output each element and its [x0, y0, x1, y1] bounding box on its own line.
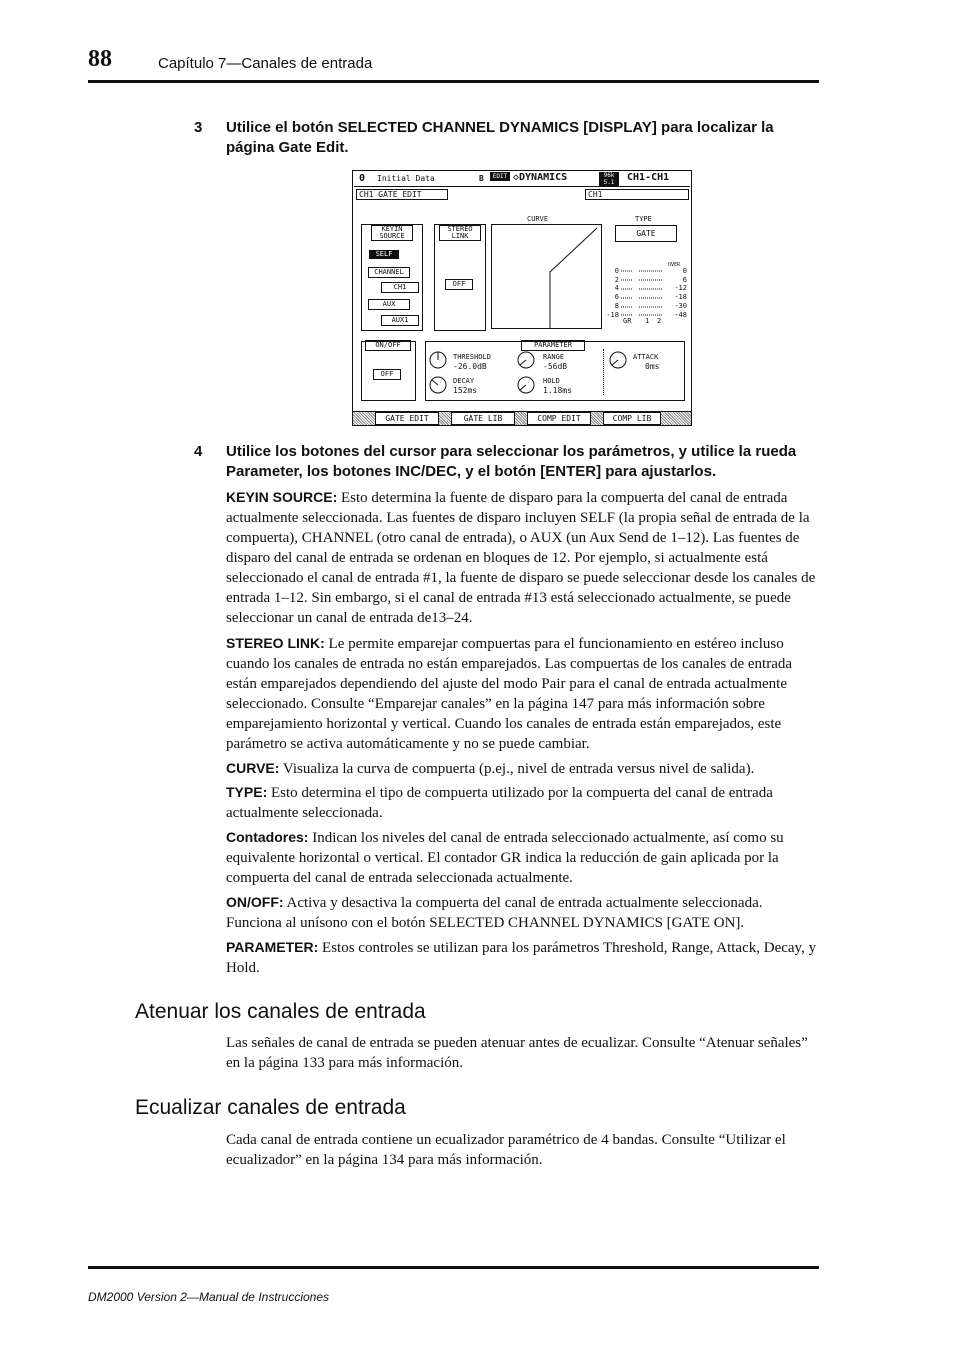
- meter-left-tick: 6: [614, 293, 619, 302]
- meter-gr-label: GR: [623, 317, 632, 325]
- page-number: 88: [88, 46, 112, 72]
- tab-comp-edit[interactable]: COMP EDIT: [527, 412, 591, 425]
- aux-select[interactable]: AUX1: [381, 315, 419, 326]
- param-meters: [226, 827, 820, 888]
- param-stereo-link: [226, 633, 820, 754]
- threshold-value: -26.0dB: [453, 362, 487, 371]
- param-term: PARAMETER:: [226, 939, 319, 955]
- param-text: Le permite emparejar compuertas para el funcionamiento en estéreo incluso cuando los canales de entrada no están emparejados. Las compuertas de los canales de entrada están emparejados dependiendo del ajuste del modo Pair para el canal de entrada actualmente seleccionado. Consulte “Emparejar canales” en la página 147 para más información sobre emparejamiento horizontal y vertical. Cuando los canales de entrada están emparejados, este parámetro se activa automáticamente y no se puede cambiar.: [226, 636, 793, 752]
- param-parameter: [226, 937, 820, 978]
- footer-text: DM2000 Version 2—Manual de Instrucciones: [88, 1290, 330, 1304]
- range-knob[interactable]: [517, 351, 535, 369]
- threshold-label: THRESHOLD: [453, 353, 491, 361]
- page-title: CH1 GATE EDIT: [356, 189, 448, 200]
- meter-right-tick: -12: [674, 284, 687, 293]
- param-type: [226, 782, 820, 823]
- self-button[interactable]: SELF: [369, 250, 399, 259]
- param-curve: [226, 758, 820, 779]
- param-term: KEYIN SOURCE:: [226, 489, 338, 505]
- param-term: ON/OFF:: [226, 894, 284, 910]
- param-term: Contadores:: [226, 829, 309, 845]
- lcd-screen: [352, 170, 692, 426]
- attack-knob[interactable]: [609, 351, 627, 369]
- b-indicator: B: [479, 174, 484, 183]
- parameter-divider: [603, 349, 604, 395]
- aux-button[interactable]: AUX: [368, 299, 410, 310]
- step-3-number: 3: [194, 119, 203, 136]
- channel-button[interactable]: CHANNEL: [368, 267, 410, 278]
- param-text: Esto determina la fuente de disparo para la compuerta del canal de entrada actualmente seleccionada. Las fuentes de disparo incluyen SELF (la propia señal de entrada de la compuerta), CHANNEL (otro canal de entrada), o AUX (un Aux Send de 1–12). Las fuentes de disparo del canal de entrada se ordenan en bloques de 12. Por ejemplo, si actualmente está seleccionado el canal de entrada #1, la fuente de disparo se puede seleccionar desde los canales de entrada 1–12. Sin embargo, si el canal de entrada #13 está seleccionado actualmente, se puede seleccionar un canal de entrada de13–24.: [226, 490, 816, 626]
- meter-left-tick: 4: [614, 284, 619, 293]
- meter-right-tick: -18: [674, 293, 687, 302]
- decay-value: 152ms: [453, 386, 478, 395]
- meter-right-tick: 6: [682, 275, 687, 284]
- curve-graph: [491, 224, 603, 330]
- meter-left-tick: -18: [606, 310, 619, 319]
- onoff-label: ON/OFF: [365, 340, 411, 351]
- param-text: Estos controles se utilizan para los parámetros Threshold, Range, Attack, Decay, y Hold.: [226, 940, 817, 976]
- param-term: CURVE:: [226, 760, 280, 776]
- channel-tag: CH1: [585, 189, 689, 200]
- step-4-number: 4: [194, 443, 203, 460]
- meter-over-label: OVER: [668, 262, 681, 268]
- attack-value: 0ms: [645, 362, 660, 371]
- param-keyin-source: [226, 487, 820, 628]
- section-text-equalize: Cada canal de entrada contiene un ecualizador paramétrico de 4 bandas. Consulte “Utilizar el ecualizador” en la página 134 para más información.: [226, 1132, 786, 1168]
- section-text-attenuate: Las señales de canal de entrada se pueden atenuar antes de ecualizar. Consulte “Atenuar señales” en la página 133 para más información.: [226, 1035, 808, 1071]
- type-label: TYPE: [635, 215, 652, 223]
- scene-title: Initial Data: [377, 174, 435, 183]
- tab-gate-edit[interactable]: GATE EDIT: [375, 412, 439, 425]
- tab-gate-lib[interactable]: GATE LIB: [451, 412, 515, 425]
- stereo-link-button[interactable]: OFF: [445, 279, 473, 290]
- keyin-source-label: KEYIN SOURCE: [371, 225, 413, 241]
- meter-right-tick: -30: [674, 301, 687, 310]
- section-heading-equalize: Ecualizar canales de entrada: [135, 1096, 406, 1119]
- hold-knob[interactable]: [517, 376, 535, 394]
- meter-right-tick: 0: [682, 267, 687, 275]
- hold-value: 1.18ms: [543, 386, 572, 395]
- hold-label: HOLD: [543, 377, 560, 385]
- onoff-button[interactable]: OFF: [373, 369, 401, 380]
- decay-knob[interactable]: [429, 376, 447, 394]
- chapter-title: Capítulo 7—Canales de entrada: [158, 55, 373, 72]
- meter-right-scale: [665, 267, 687, 319]
- meter-ch2-label: 2: [657, 317, 662, 325]
- meter-left-tick: 8: [614, 301, 619, 310]
- meter-left-tick: 2: [614, 275, 619, 284]
- channel-range: CH1-CH1: [627, 172, 670, 183]
- rate-bottom: 5.1: [603, 179, 615, 186]
- meter-left-tick: 0: [614, 267, 619, 275]
- param-text: Indican los niveles del canal de entrada seleccionado actualmente, así como su equivalente horizontal o vertical. El contador GR indica la reducción de gain aplicada por la compuerta del canal de entrada seleccionada actualmente.: [226, 830, 784, 886]
- footer-rule: [88, 1266, 819, 1269]
- meter-left-scale: [597, 267, 619, 319]
- rate-badge: [599, 172, 619, 186]
- meter-right-tick: -48: [674, 310, 687, 319]
- attack-label: ATTACK: [633, 353, 659, 361]
- param-text: Esto determina el tipo de compuerta utilizado por la compuerta del canal de entrada actualmente seleccionada.: [226, 785, 773, 821]
- curve-label: CURVE: [527, 215, 549, 223]
- decay-label: DECAY: [453, 377, 475, 385]
- parameter-label: PARAMETER: [521, 340, 585, 351]
- scene-number: 0: [359, 173, 366, 184]
- dynamics-mode: ◇DYNAMICS: [513, 172, 568, 183]
- threshold-knob[interactable]: [429, 351, 447, 369]
- param-term: TYPE:: [226, 784, 268, 800]
- stereo-link-label: STEREO LINK: [439, 225, 481, 241]
- range-label: RANGE: [543, 353, 565, 361]
- param-text: Activa y desactiva la compuerta del canal de entrada actualmente seleccionada. Funciona al unísono con el botón SELECTED CHANNEL DYNAMICS [GATE ON].: [226, 895, 763, 931]
- channel-select[interactable]: CH1: [381, 282, 419, 293]
- param-term: STEREO LINK:: [226, 635, 325, 651]
- edit-badge: EDIT: [490, 172, 510, 181]
- header-rule: [88, 80, 819, 83]
- range-value: -56dB: [543, 362, 568, 371]
- meter-bars: [621, 269, 665, 317]
- param-text: Visualiza la curva de compuerta (p.ej., nivel de entrada versus nivel de salida).: [282, 761, 755, 777]
- param-onoff: [226, 892, 820, 933]
- meter-ch1-label: 1: [645, 317, 650, 325]
- type-select[interactable]: GATE: [615, 225, 677, 242]
- step-3-text: Utilice el botón SELECTED CHANNEL DYNAMICS [DISPLAY] para localizar la página Gate Edit.: [226, 119, 774, 156]
- section-heading-attenuate: Atenuar los canales de entrada: [135, 1000, 426, 1023]
- step-4-text: Utilice los botones del cursor para seleccionar los parámetros, y utilice la rueda Parameter, los botones INC/DEC, y el botón [ENTER] para ajustarlos.: [226, 443, 797, 480]
- rate-top: 96k: [603, 172, 615, 179]
- tab-comp-lib[interactable]: COMP LIB: [603, 412, 661, 425]
